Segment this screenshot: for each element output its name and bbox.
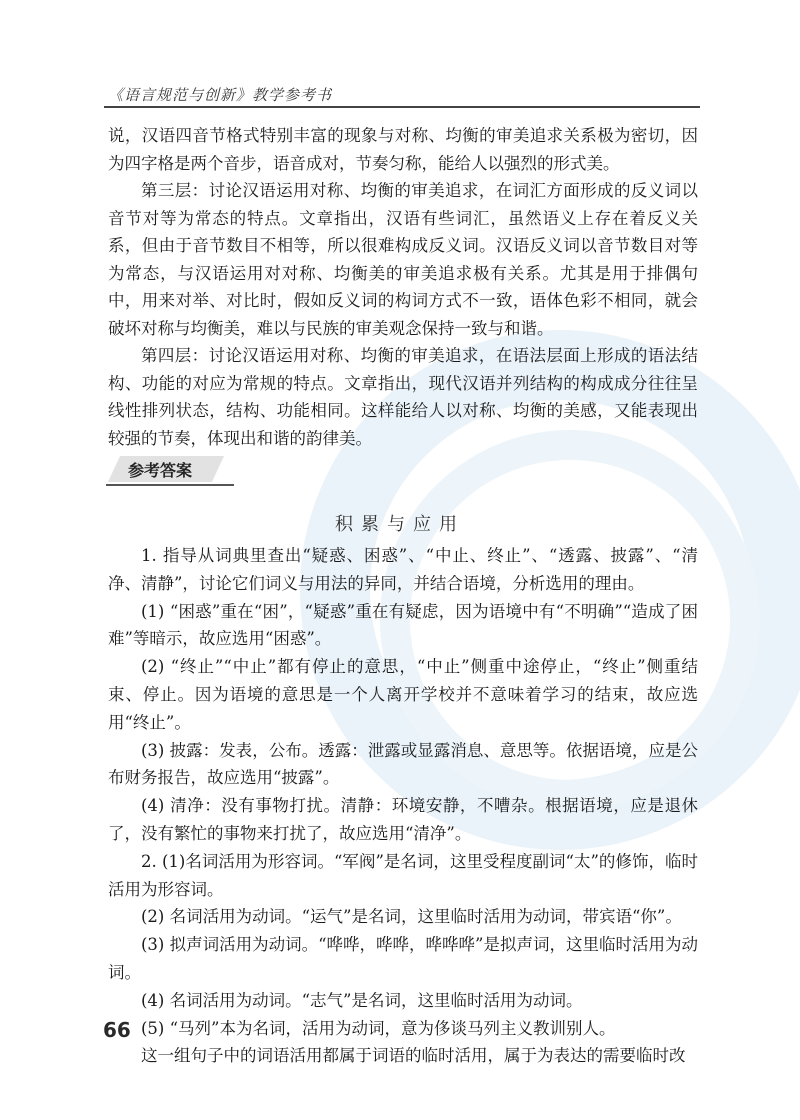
paragraph: (2) 名词活用为动词。“运气”是名词，这里临时活用为动词，带宾语“你”。 bbox=[141, 907, 682, 927]
page-number: 66 bbox=[103, 1018, 131, 1042]
paragraph: 2. (1)名词活用为形容词。“军阀”是名词，这里受程度副词“太”的修饰，临时活用为形容词。 bbox=[108, 851, 698, 899]
paragraph: (2) “终止”“中止”都有停止的意思，“中止”侧重中途停止，“终止”侧重结束、停止。因为语境的意思是一个人离开学校并不意味着学习的结束，故应选用“终止”。 bbox=[108, 657, 698, 732]
paragraph: (3) 拟声词活用为动词。“哗哗，哗哗，哗哗哗”是拟声词，这里临时活用为动词。 bbox=[108, 935, 698, 982]
section-subtitle: 积累与应用 bbox=[335, 514, 465, 535]
paragraph: (4) 清净：没有事物打扰。清静：环境安静，不嘈杂。根据语境，应是退休了，没有繁忙的事物来打扰了，故应选用“清净”。 bbox=[108, 796, 698, 843]
section-tag-underline bbox=[106, 484, 234, 486]
paragraph: 这一组句子中的词语活用都属于词语的临时活用，属于为表达的需要临时改 bbox=[141, 1046, 686, 1066]
section-tag-label: 参考答案 bbox=[128, 461, 193, 480]
paragraph: (5) “马列”本为名词，活用为动词，意为侈谈马列主义教训别人。 bbox=[141, 1018, 616, 1038]
paragraph: 1. 指导从词典里查出“疑惑、困惑”、“中止、终止”、“透露、披露”、“清净、清静”，讨论它们词义与用法的异同，并结合语境，分析选用的理由。 bbox=[108, 546, 698, 593]
paragraph: (4) 名词活用为动词。“志气”是名词，这里临时活用为动词。 bbox=[141, 990, 583, 1010]
body-bottom bbox=[108, 542, 698, 1070]
paragraph: 第三层：讨论汉语运用对称、均衡的审美追求，在词汇方面形成的反义词以音节对等为常态的特点。文章指出，汉语有些词汇，虽然语义上存在着反义关系，但由于音节数目不相等，所以很难构成反义词。汉语反义词以音节数目对等为常态，与汉语运用对对称、均衡美的审美追求极有关系。尤其是用于排偶句中，用来对举、对比时，假如反义词的构词方式不一致，语体色彩不相同，就会破坏对称与均衡美，难以与民族的审美观念保持一致与和谐。 bbox=[108, 181, 698, 338]
paragraph: (1) “困惑”重在“困”，“疑惑”重在有疑虑，因为语境中有“不明确”“造成了困难”等暗示，故应选用“困惑”。 bbox=[108, 601, 698, 649]
header-rule bbox=[104, 106, 700, 108]
body-top bbox=[108, 122, 698, 452]
section-tag bbox=[106, 452, 236, 486]
paragraph: 说，汉语四音节格式特别丰富的现象与对称、均衡的审美追求关系极为密切，因为四字格是两个音步，语音成对，节奏匀称，能给人以强烈的形式美。 bbox=[108, 126, 698, 173]
paragraph: 第四层：讨论汉语运用对称、均衡的审美追求，在语法层面上形成的语法结构、功能的对应为常规的特点。文章指出，现代汉语并列结构的构成成分往往呈线性排列状态，结构、功能相同。这样能给人以对称、均衡的美感，又能表现出较强的节奏，体现出和谐的韵律美。 bbox=[108, 346, 698, 448]
running-header: 《语言规范与创新》教学参考书 bbox=[108, 86, 333, 104]
paragraph: (3) 披露：发表，公布。透露：泄露或显露消息、意思等。依据语境，应是公布财务报告，故应选用“披露”。 bbox=[108, 740, 698, 788]
